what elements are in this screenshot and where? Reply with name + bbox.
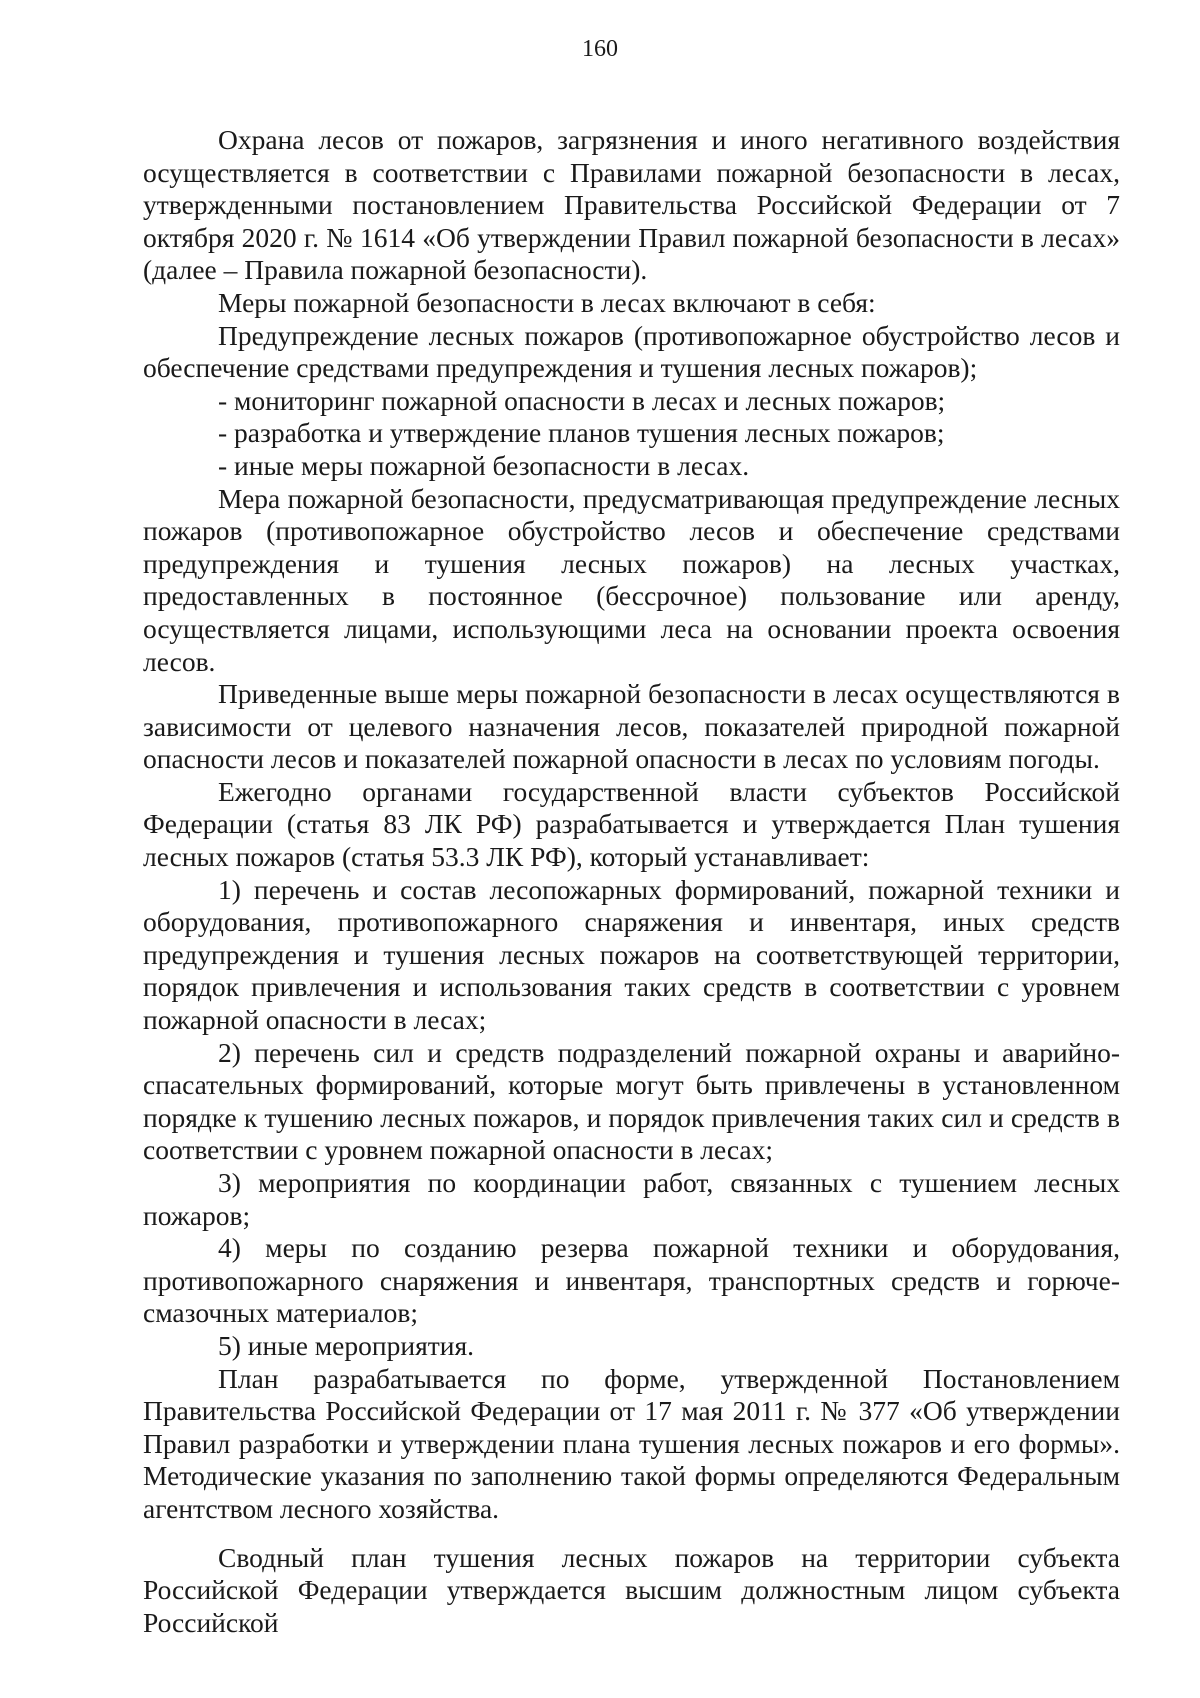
paragraph-prevention-measure: Мера пожарной безопасности, предусматривающая предупреждение лесных пожаров (противопожарное обустройство лесов и обеспечение средствами предупреждения и тушения лесных пожаров) на лесных участках, предоставленных в постоянное (бессрочное) пользование или аренду, осуществляется лицами, использующими леса на основании проекта освоения лесов. xyxy=(143,482,1120,677)
page-number: 160 xyxy=(582,36,618,62)
paragraph-fire-prevention: Предупреждение лесных пожаров (противопожарное обустройство лесов и обеспечение средствами предупреждения и тушения лесных пожаров); xyxy=(143,319,1120,384)
paragraph-fire-safety-measures: Меры пожарной безопасности в лесах включают в себя: xyxy=(218,286,876,318)
list-item-1: 1) перечень и состав лесопожарных формирований, пожарной техники и оборудования, противопожарного снаряжения и инвентаря, иных средств предупреждения и тушения лесных пожаров на соответствующей территории, порядок привлечения и использования таких средств в соответствии с уровнем пожарной опасности в лесах; xyxy=(143,873,1120,1036)
paragraph-annual-plan: Ежегодно органами государственной власти субъектов Российской Федерации (статья 83 ЛК РФ) разрабатывается и утверждается План тушения лесных пожаров (статья 53.3 ЛК РФ), который устанавливает: xyxy=(143,775,1120,873)
list-item-monitoring: - мониторинг пожарной опасности в лесах и лесных пожаров; xyxy=(218,384,946,416)
paragraph-consolidated-plan: Сводный план тушения лесных пожаров на территории субъекта Российской Федерации утверждается высшим должностным лицом субъекта Российской xyxy=(143,1541,1120,1638)
list-item-other-measures: - иные меры пожарной безопасности в лесах. xyxy=(218,449,750,481)
paragraph-plan-form: План разрабатывается по форме, утвержденной Постановлением Правительства Российской Федерации от 17 мая 2011 г. № 377 «Об утверждении Правил разработки и утверждении плана тушения лесных пожаров и его формы». Методические указания по заполнению такой формы определяются Федеральным агентством лесного хозяйства. xyxy=(143,1362,1120,1524)
paragraph-forest-protection: Охрана лесов от пожаров, загрязнения и иного негативного воздействия осуществляется в соответствии с Правилами пожарной безопасности в лесах, утвержденными постановлением Правительства Российской Федерации от 7 октября 2020 г. № 1614 «Об утверждении Правил пожарной безопасности в лесах» (далее – Правила пожарной безопасности). xyxy=(143,124,1120,286)
list-item-2: 2) перечень сил и средств подразделений пожарной охраны и аварийно-спасательных формирований, которые могут быть привлечены в установленном порядке к тушению лесных пожаров, и порядок привлечения таких сил и средств в соответствии с уровнем пожарной опасности в лесах; xyxy=(143,1036,1120,1166)
paragraph-measures-dependence: Приведенные выше меры пожарной безопасности в лесах осуществляются в зависимости от целевого назначения лесов, показателей природной пожарной опасности лесов и показателей пожарной опасности в лесах по условиям погоды. xyxy=(143,678,1120,775)
list-item-3: 3) мероприятия по координации работ, связанных с тушением лесных пожаров; xyxy=(143,1167,1120,1231)
list-item-4: 4) меры по созданию резерва пожарной техники и оборудования, противопожарного снаряжения и инвентаря, транспортных средств и горюче-смазочных материалов; xyxy=(143,1232,1120,1329)
list-item-plans: - разработка и утверждение планов тушения лесных пожаров; xyxy=(218,417,945,449)
list-item-5: 5) иные мероприятия. xyxy=(218,1329,474,1361)
body-text xyxy=(143,124,1120,1639)
